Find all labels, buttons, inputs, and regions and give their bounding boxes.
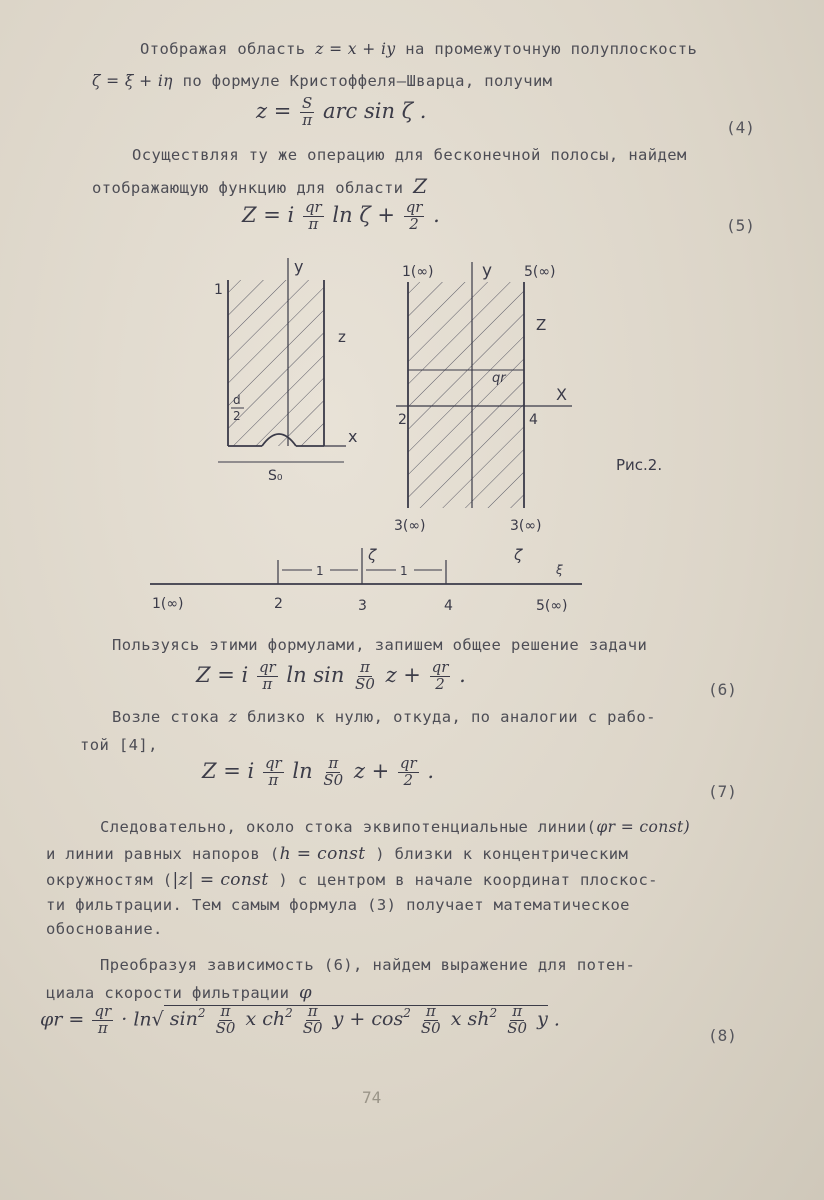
equation-6: Z = i $\frac{qr}{\pi}$ ln sin $\frac{\pi}{S0}$ z + $\frac{qr}{2}$ . <box>196 658 466 693</box>
equation-8: φr = $\frac{qr}{\pi}$ · ln√ $\sin^2$ $\frac{\pi}{S0}$ x $ch^2$ $\frac{\pi}{S0}$ $y + \cos^2$ $\frac{\pi}{S0}$ x $sh^2$ $\frac{\pi}{S0}$ y . <box>40 1002 560 1037</box>
text-line-1: Отображая область z = x + iy на промежуточную полуплоскость <box>140 40 698 58</box>
axis-zeta2-label: ζ <box>514 546 523 564</box>
right-two-label: 2 <box>398 412 407 428</box>
right-qr-label: qr <box>492 371 506 386</box>
left-x-label: x <box>348 427 358 446</box>
equation-number-6: (6) <box>708 680 737 699</box>
equation-5: Z = i $\frac{qr}{\pi}$ ln ζ + $\frac{qr}{2}$ . <box>242 198 440 233</box>
figure-2 <box>0 250 824 630</box>
right-y-label: y <box>482 261 493 281</box>
text-line-9: и линии равных напоров (h = const ) близки к концентрическим <box>46 844 629 864</box>
right-one-label: 1(∞) <box>402 264 434 280</box>
equation-4: z = $\frac{S}{\pi}$ arc sin ζ . <box>256 94 427 129</box>
axis-p2-label: 2 <box>274 596 283 612</box>
page-number: 74 <box>362 1088 382 1107</box>
text-line-4: отображающую функцию для области Z <box>92 174 428 198</box>
text-line-12: обоснование. <box>46 920 163 938</box>
left-y-label: y <box>294 257 304 276</box>
left-one-label: 1 <box>214 282 223 298</box>
right-three-left-label: 3(∞) <box>394 518 426 534</box>
right-five-label: 5(∞) <box>524 264 556 280</box>
left-z-label: z <box>338 328 346 346</box>
axis-zeta-label: ζ <box>368 546 377 564</box>
text-line-14: циала скорости фильтрации φ <box>46 982 313 1003</box>
left-s0-label: S₀ <box>268 468 283 484</box>
equation-7: Z = i $\frac{qr}{\pi}$ ln $\frac{\pi}{S0}$ z + $\frac{qr}{2}$ . <box>202 754 435 789</box>
text-line-5: Пользуясь этими формулами, запишем общее решение задачи <box>112 636 648 654</box>
equation-number-4: (4) <box>726 118 755 137</box>
axis-p1-label: 1(∞) <box>152 596 184 612</box>
text-line-11: ти фильтрации. Тем самым формула (3) получает математическое <box>46 896 630 914</box>
equation-number-8: (8) <box>708 1026 737 1045</box>
equation-number-7: (7) <box>708 782 737 801</box>
axis-segment-1: 1 <box>316 564 324 578</box>
right-z-label: Z <box>536 316 547 334</box>
axis-p3-label: 3 <box>358 598 367 614</box>
left-half-num: d <box>233 393 241 407</box>
axis-p4-label: 4 <box>444 598 453 614</box>
figure-caption: Рис.2. <box>616 456 663 474</box>
text-line-3: Осуществляя ту же операцию для бесконечной полосы, найдем <box>132 146 687 164</box>
left-half-den: 2 <box>233 409 241 423</box>
right-three-right-label: 3(∞) <box>510 518 542 534</box>
text-line-2: ζ = ξ + iη по формуле Кристоффеля–Шварца, получим <box>92 72 553 90</box>
equation-number-5: (5) <box>726 216 755 235</box>
text-line-6: Возле стока z близко к нулю, откуда, по аналогии с рабо- <box>112 708 656 726</box>
text-line-13: Преобразуя зависимость (6), найдем выражение для потен- <box>100 956 636 974</box>
right-four-label: 4 <box>529 412 538 428</box>
axis-p5-label: 5(∞) <box>536 598 568 614</box>
right-domain <box>396 262 572 508</box>
left-domain <box>218 258 346 462</box>
text-line-8: Следовательно, около стока эквипотенциальные линии(φr = const) <box>100 818 691 836</box>
text-line-7: той [4], <box>80 736 158 754</box>
axis-xi-label: ξ <box>556 563 563 577</box>
right-x-label: X <box>556 385 567 404</box>
axis-segment-2: 1 <box>400 564 408 578</box>
text-line-10: окружностям (|z| = const ) с центром в начале координат плоскос- <box>46 870 658 890</box>
